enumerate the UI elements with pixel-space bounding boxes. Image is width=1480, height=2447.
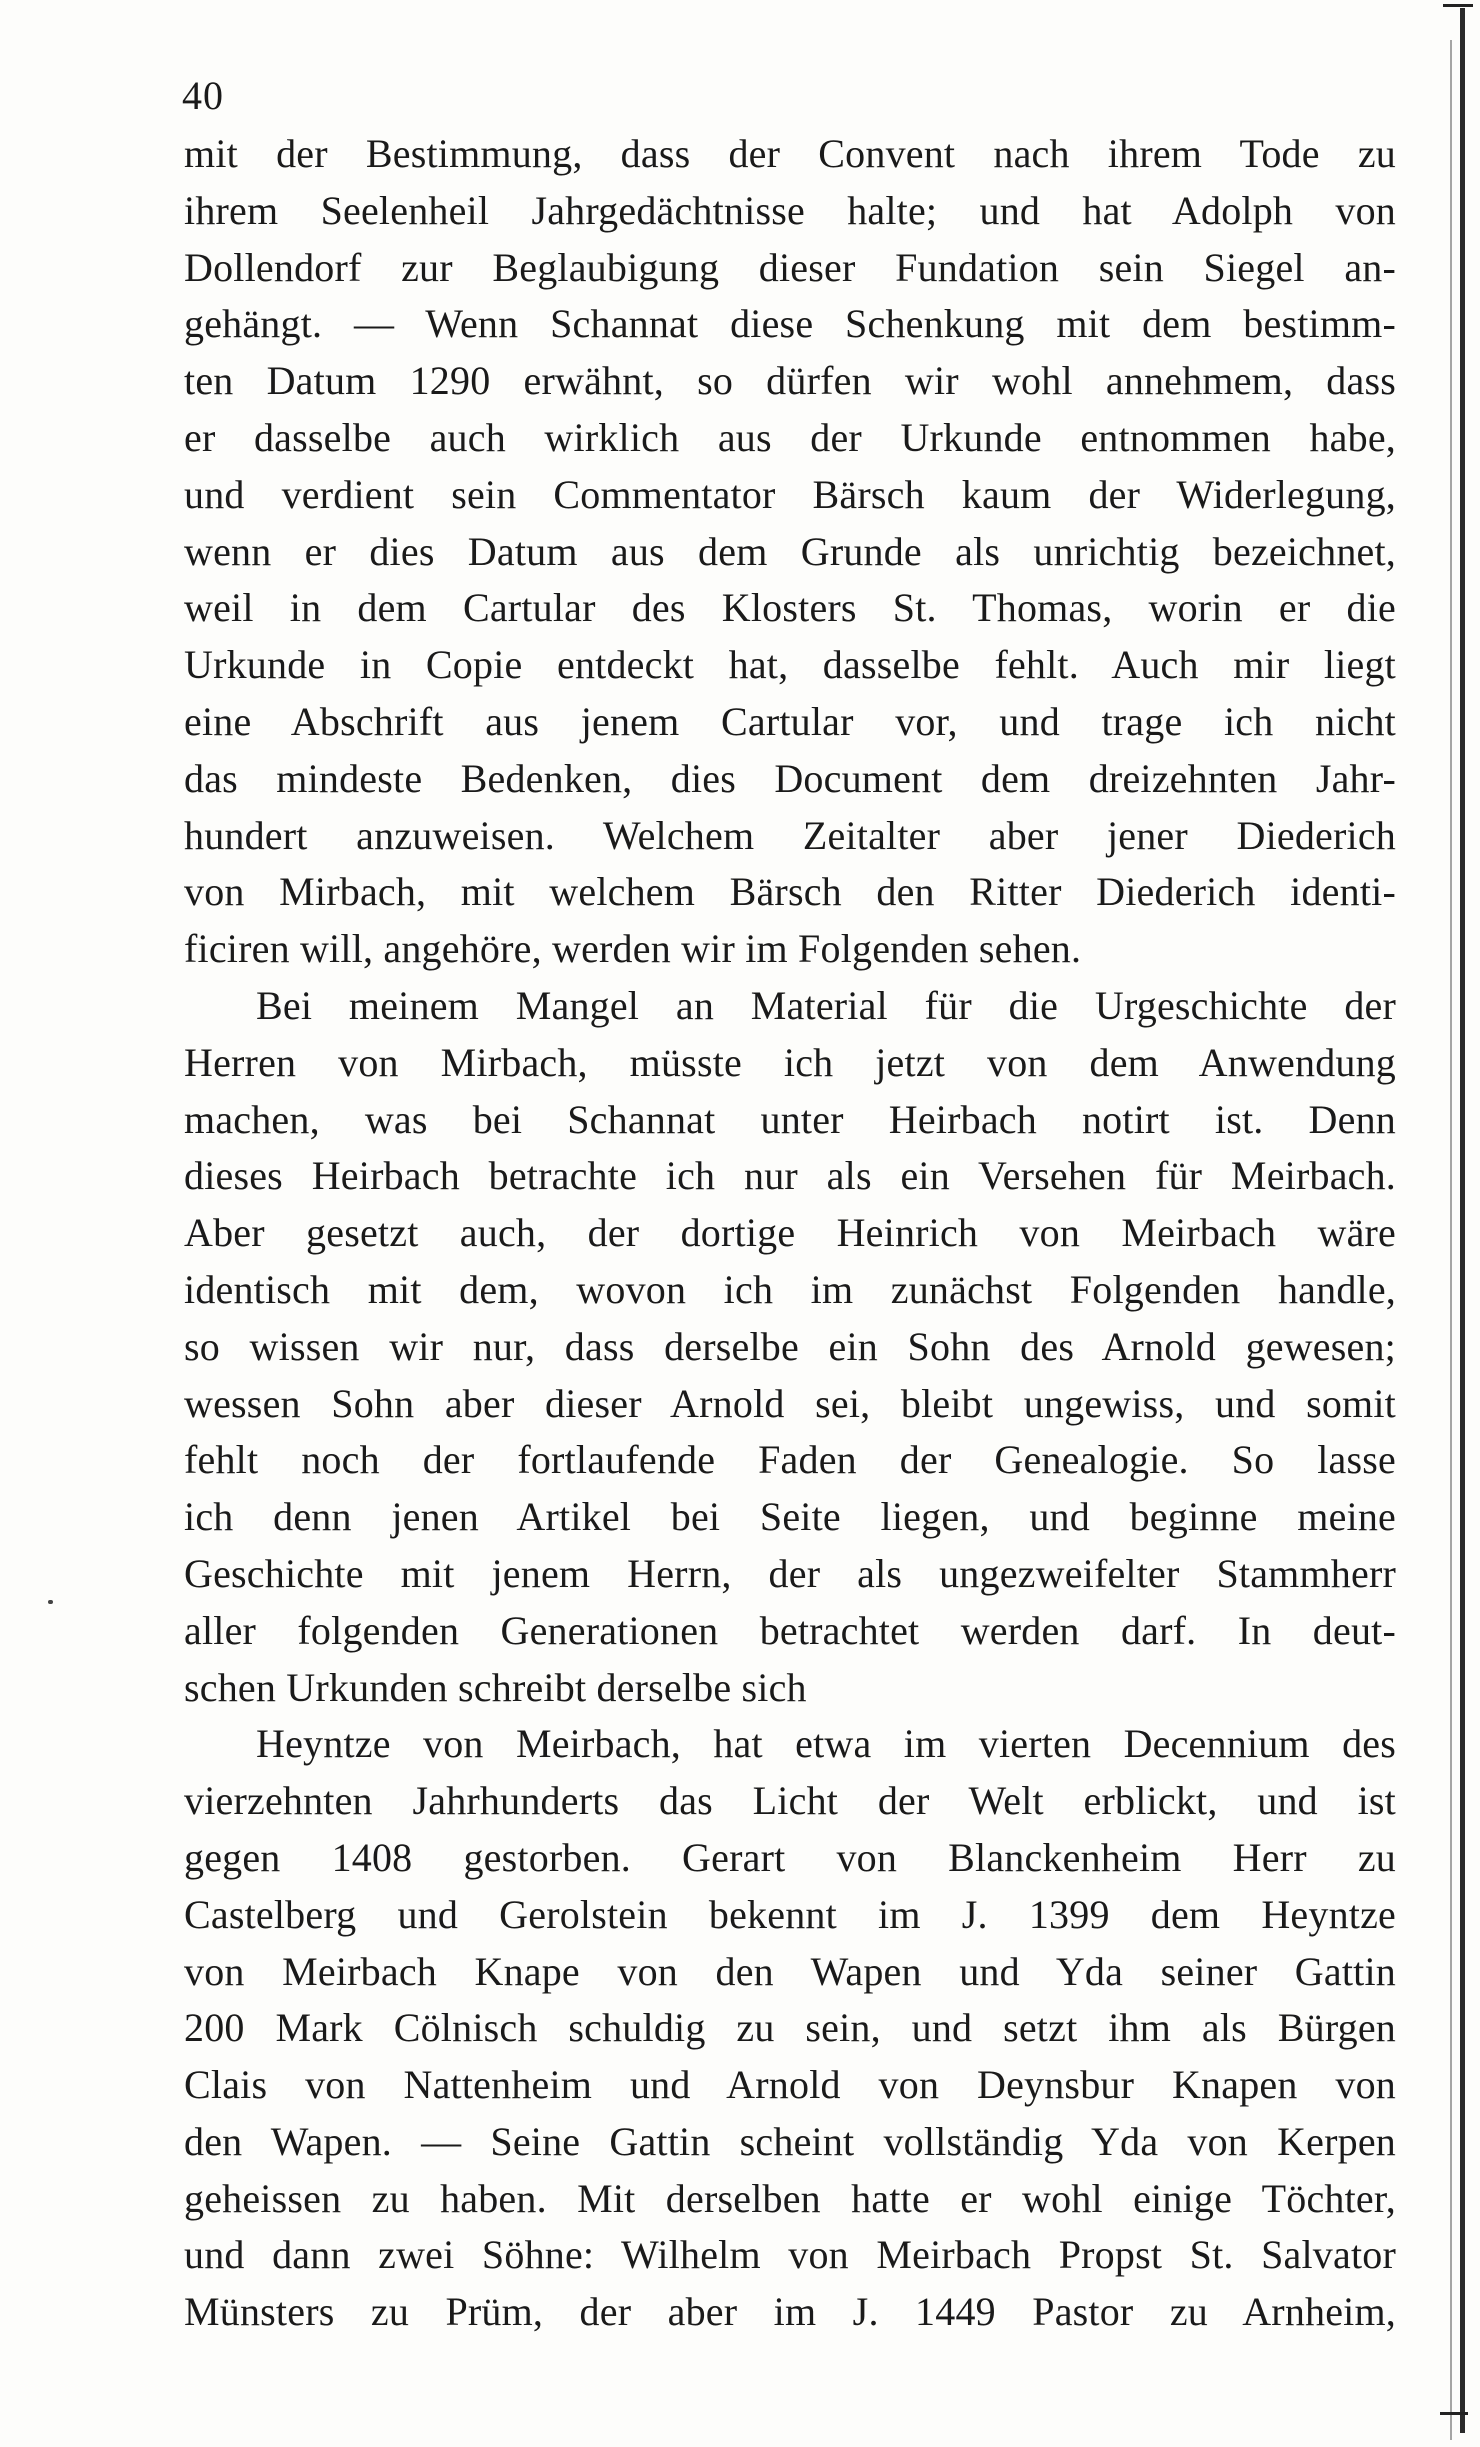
text-line: eine Abschrift aus jenem Cartular vor, und trage ich nicht [184,698,1396,744]
text-line: Heyntze von Meirbach, hat etwa im vierten Decennium des [256,1721,1396,1767]
text-line: dieses Heirbach betrachte ich nur als ein Versehen für Meirbach. [184,1153,1396,1199]
text-line: das mindeste Bedenken, dies Document dem dreizehnten Jahr- [184,755,1396,801]
text-line: Aber gesetzt auch, der dortige Heinrich von Meirbach wäre [184,1210,1396,1256]
text-line: ihrem Seelenheil Jahrgedächtnisse halte; und hat Adolph von [184,187,1396,233]
text-line: wenn er dies Datum aus dem Grunde als unrichtig bezeichnet, [184,528,1396,574]
text-line: Münsters zu Prüm, der aber im J. 1449 Pastor zu Arnheim, [184,2289,1396,2335]
page-edge-line [1460,8,1465,2433]
paragraph [184,126,1396,978]
page-edge-mark-top [1443,4,1473,7]
text-line: von Mirbach, mit welchem Bärsch den Ritter Diederich identi- [184,869,1396,915]
text-line: ich denn jenen Artikel bei Seite liegen, und beginne meine [184,1494,1396,1540]
text-line: gehängt. — Wenn Schannat diese Schenkung mit dem bestimm- [184,301,1396,347]
paragraph [184,1716,1396,2341]
text-line: wessen Sohn aber dieser Arnold sei, bleibt ungewiss, und somit [184,1380,1396,1426]
ink-speck [48,1600,53,1604]
text-line: gegen 1408 gestorben. Gerart von Blanckenheim Herr zu [184,1834,1396,1880]
text-line: fehlt noch der fortlaufende Faden der Genealogie. So lasse [184,1437,1396,1483]
page-edge-mark-bottom [1440,2412,1468,2415]
text-line: so wissen wir nur, dass derselbe ein Sohn des Arnold gewesen; [184,1323,1396,1369]
text-line: schen Urkunden schreibt derselbe sich [184,1664,807,1710]
text-line: den Wapen. — Seine Gattin scheint vollständig Yda von Kerpen [184,2118,1396,2164]
text-line: Castelberg und Gerolstein bekennt im J. 1399 dem Heyntze [184,1891,1396,1937]
text-line: Clais von Nattenheim und Arnold von Deynsbur Knapen von [184,2062,1396,2108]
text-line: ten Datum 1290 erwähnt, so dürfen wir wohl annehmem, dass [184,358,1396,404]
text-line: geheissen zu haben. Mit derselben hatte er wohl einige Töchter, [184,2175,1396,2221]
text-line: Geschichte mit jenem Herrn, der als ungezweifelter Stammherr [184,1550,1396,1596]
text-line: Herren von Mirbach, müsste ich jetzt von dem Anwendung [184,1039,1396,1085]
text-line: weil in dem Cartular des Klosters St. Thomas, worin er die [184,585,1396,631]
text-line: ficiren will, angehöre, werden wir im Folgenden sehen. [184,926,1082,972]
text-line: und dann zwei Söhne: Wilhelm von Meirbach Propst St. Salvator [184,2232,1396,2278]
text-line: vierzehnten Jahrhunderts das Licht der Welt erblickt, und ist [184,1778,1396,1824]
paragraph [184,978,1396,1716]
text-line: identisch mit dem, wovon ich im zunächst Folgenden handle, [184,1266,1396,1312]
text-line: er dasselbe auch wirklich aus der Urkunde entnommen habe, [184,414,1396,460]
text-line: und verdient sein Commentator Bärsch kaum der Widerlegung, [184,471,1396,517]
text-line: mit der Bestimmung, dass der Convent nach ihrem Tode zu [184,131,1396,176]
text-line: hundert anzuweisen. Welchem Zeitalter aber jener Diederich [184,812,1396,858]
text-line: von Meirbach Knape von den Wapen und Yda seiner Gattin [184,1948,1396,1994]
body-text [184,126,1396,2341]
text-line: Bei meinem Mangel an Material für die Urgeschichte der [256,982,1396,1028]
page-number: 40 [182,73,224,118]
text-line: Urkunde in Copie entdeckt hat, dasselbe fehlt. Auch mir liegt [184,642,1396,688]
page-edge-shadow [1450,40,1452,2440]
text-line: Dollendorf zur Beglaubigung dieser Fundation sein Siegel an- [184,244,1396,290]
text-line: machen, was bei Schannat unter Heirbach notirt ist. Denn [184,1096,1396,1142]
text-line: 200 Mark Cölnisch schuldig zu sein, und setzt ihm als Bürgen [184,2005,1396,2051]
text-line: aller folgenden Generationen betrachtet werden darf. In deut- [184,1607,1396,1653]
